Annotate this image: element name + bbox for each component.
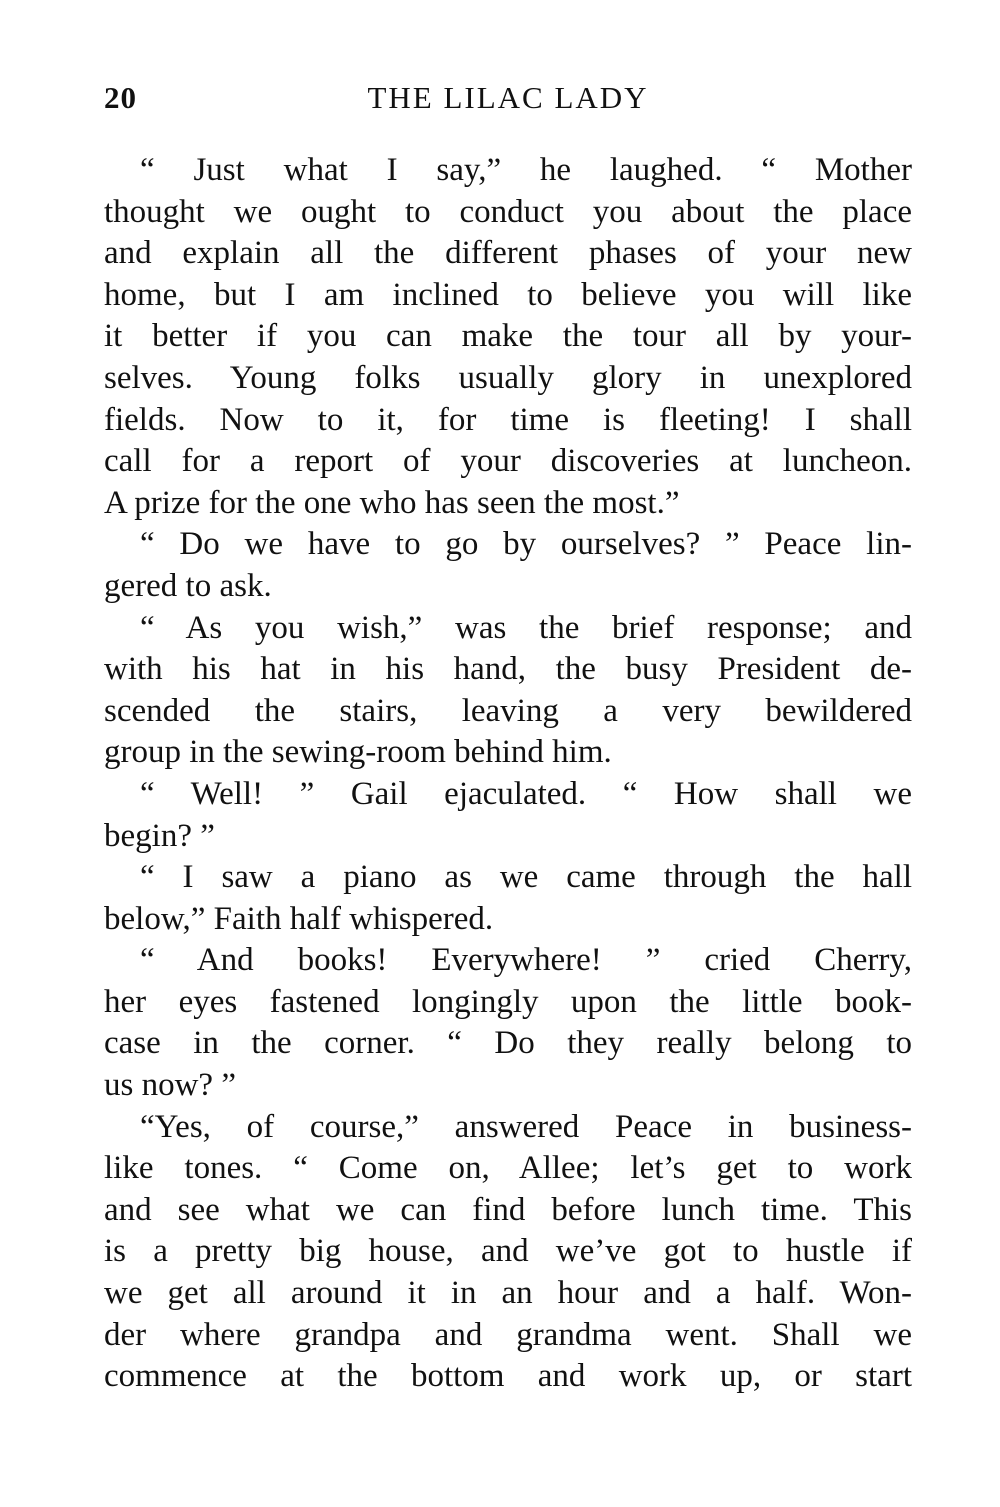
text-line: “ Just what I say,” he laughed. “ Mother [140, 152, 912, 188]
page-number: 20 [104, 80, 137, 115]
text-line: call for a report of your discoveries at luncheon. [104, 443, 912, 480]
paragraph [104, 1107, 912, 1398]
text-line: “Yes, of course,” answered Peace in business- [140, 1108, 912, 1145]
text-line: fields. Now to it, for time is fleeting! I shall [104, 401, 912, 438]
text-line: thought we ought to conduct you about the place [104, 193, 912, 230]
text-line: selves. Young folks usually glory in unexplored [104, 359, 912, 396]
paragraph [104, 608, 912, 774]
text-line: commence at the bottom and work up, or start [104, 1358, 912, 1395]
paragraph [104, 857, 912, 940]
text-line: case in the corner. “ Do they really belong to [104, 1025, 912, 1062]
paragraph [104, 150, 912, 524]
text-line: gered to ask. [104, 567, 272, 604]
text-line: “ As you wish,” was the brief response; and [140, 609, 912, 646]
text-line: “ Do we have to go by ourselves? ” Peace lin- [140, 526, 912, 563]
text-line: us now? ” [104, 1067, 236, 1104]
text-line: below,” Faith half whispered. [104, 900, 494, 937]
text-line: group in the sewing-room behind him. [104, 734, 612, 771]
text-line: A prize for the one who has seen the most.” [104, 484, 680, 521]
text-line: “ Well! ” Gail ejaculated. “ How shall we [140, 775, 912, 812]
paragraph [104, 524, 912, 607]
text-line: “ And books! Everywhere! ” cried Cherry, [140, 942, 912, 979]
text-line: der where grandpa and grandma went. Shall we [104, 1316, 912, 1353]
text-line: “ I saw a piano as we came through the hall [140, 859, 912, 896]
text-line: and explain all the different phases of your new [104, 235, 912, 272]
running-title: THE LILAC LADY [367, 80, 649, 115]
text-line: with his hat in his hand, the busy President de- [104, 651, 912, 688]
page-header [104, 80, 912, 124]
text-line: scended the stairs, leaving a very bewildered [104, 692, 912, 729]
text-line: like tones. “ Come on, Allee; let’s get to work [104, 1150, 912, 1187]
text-line: and see what we can find before lunch time. This [104, 1191, 912, 1228]
text-line: we get all around it in an hour and a half. Won- [104, 1275, 912, 1312]
text-line: home, but I am inclined to believe you will like [104, 276, 912, 313]
paragraph [104, 940, 912, 1106]
text-line: her eyes fastened longingly upon the little book- [104, 983, 912, 1020]
body-text [104, 150, 912, 1398]
text-line: it better if you can make the tour all by your- [104, 318, 912, 355]
text-line: is a pretty big house, and we’ve got to hustle if [104, 1233, 912, 1270]
paragraph [104, 774, 912, 857]
text-line: begin? ” [104, 817, 215, 854]
